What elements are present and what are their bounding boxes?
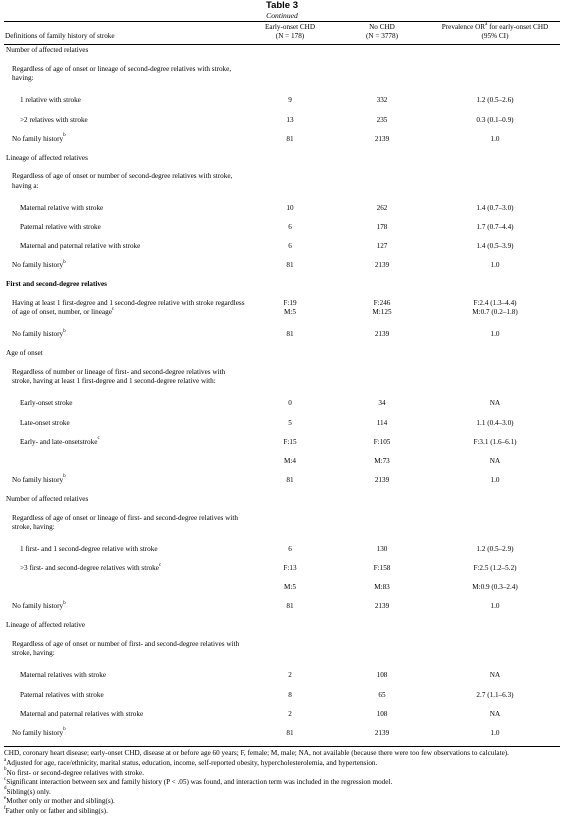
cell-prevalence-or: NA: [489, 456, 501, 465]
row-label: [4, 240, 246, 259]
row-label: [4, 601, 246, 620]
row-label: [4, 544, 246, 563]
header-prevalence-or: [430, 22, 560, 45]
cell-prevalence-or: [430, 620, 560, 639]
cell-prevalence-or: [430, 64, 560, 95]
row-label-text: No family history: [12, 134, 64, 143]
cell-early-onset: 81: [286, 261, 294, 270]
row-label-text: No family history: [12, 728, 64, 737]
cell-early-onset: 81: [286, 134, 294, 143]
footnote-text: Significant interaction between sex and family history (P < .05) was found, and interaction term was included in the regression model.: [6, 778, 393, 787]
row-label: [4, 417, 246, 436]
table-row: [4, 348, 560, 367]
cell-early-onset: 5: [288, 418, 292, 427]
row-label-text: Early-onset stroke: [20, 399, 73, 408]
cell-prevalence-or: [430, 44, 560, 64]
cell-prevalence-or: [430, 279, 560, 298]
cell-no-chd: 2139: [374, 134, 390, 143]
row-label-text: Paternal relatives with stroke: [20, 690, 104, 699]
cell-no-chd: 65: [378, 690, 386, 699]
footnote: [4, 807, 560, 817]
footnote-letter: c: [4, 776, 7, 782]
cell-early-onset: 81: [246, 727, 334, 747]
cell-early-onset: M:5: [284, 583, 296, 592]
cell-early-onset: 2: [288, 671, 292, 680]
row-label-text: No family history: [12, 330, 64, 339]
footnote: [4, 797, 560, 807]
footnote: [4, 769, 560, 779]
cell-early-onset: [246, 639, 334, 670]
row-label-text: No family history: [12, 602, 64, 611]
cell-early-onset: 81: [286, 330, 294, 339]
cell-early-onset: [246, 367, 334, 398]
row-label-text: Maternal and paternal relatives with stroke: [20, 709, 144, 718]
row-label-text: Regardless of age of onset or lineage of second-degree relatives with stroke, having:: [12, 64, 232, 83]
cell-early-onset: M:4: [284, 456, 296, 465]
row-label: [4, 563, 246, 582]
cell-no-chd: 130: [376, 545, 388, 553]
cell-no-chd: 235: [376, 115, 388, 124]
table-row: [4, 202, 560, 221]
table-body: [4, 44, 560, 747]
cell-prevalence-or: 1.4 (0.7–3.0): [476, 203, 514, 212]
table-row: [4, 398, 560, 417]
cell-no-chd: [334, 513, 430, 544]
row-label: [4, 152, 246, 171]
footnote: [4, 778, 560, 788]
cell-no-chd: F:158: [373, 564, 391, 573]
cell-early-onset: F:13: [283, 564, 297, 573]
cell-prevalence-or: F:3.1 (1.6–6.1): [473, 437, 517, 446]
cell-no-chd: F:246 M:125: [372, 298, 392, 317]
cell-prevalence-or: 1.2 (0.5–2.9): [476, 545, 514, 553]
table-row: [4, 221, 560, 240]
cell-no-chd: [334, 620, 430, 639]
cell-no-chd: [334, 348, 430, 367]
cell-prevalence-or: 1.0: [490, 475, 500, 484]
table-row: [4, 493, 560, 512]
cell-prevalence-or: 1.1 (0.4–3.0): [476, 418, 514, 427]
table-row: [4, 582, 560, 601]
table-row: [4, 417, 560, 436]
cell-no-chd: 332: [376, 96, 388, 105]
row-label: [4, 620, 246, 639]
footnote: [4, 788, 560, 798]
cell-early-onset: [246, 620, 334, 639]
cell-early-onset: F:19 M:5: [283, 298, 297, 317]
cell-no-chd: M:73: [374, 456, 390, 465]
row-label: [4, 639, 246, 670]
cell-no-chd: 178: [376, 222, 388, 231]
header-definitions-text: Definitions of family history of stroke: [5, 32, 115, 41]
table-row: [4, 329, 560, 348]
cell-prevalence-or: 0.3 (0.1–0.9): [476, 115, 514, 124]
row-label: [4, 133, 246, 152]
cell-prevalence-or: [430, 493, 560, 512]
cell-prevalence-or: [430, 152, 560, 171]
cell-prevalence-or: [430, 171, 560, 202]
cell-prevalence-or: 1.2 (0.5–2.6): [476, 96, 514, 105]
footnote-text: Mother only or mother and sibling(s).: [6, 797, 115, 806]
footnote-marker: c: [97, 436, 100, 442]
row-label-text: Maternal relatives with stroke: [20, 671, 107, 680]
row-label: [4, 329, 246, 348]
row-label-text: Age of onset: [6, 349, 43, 358]
cell-early-onset: [246, 513, 334, 544]
cell-prevalence-or: 2.7 (1.1–6.3): [476, 690, 514, 699]
cell-early-onset: 0: [288, 399, 292, 408]
footnote-letter: f: [4, 805, 6, 811]
table-row: [4, 544, 560, 563]
table-row: [4, 279, 560, 298]
row-label: [4, 95, 246, 114]
row-label-text: Regardless of age of onset or lineage of first- and second-degree relatives with stroke, having:: [12, 513, 238, 531]
header-no-chd-line1: No CHD: [369, 23, 395, 31]
cell-early-onset: [246, 44, 334, 64]
cell-no-chd: 108: [376, 709, 388, 718]
page: [4, 0, 560, 817]
cell-no-chd: 127: [376, 241, 388, 250]
cell-prevalence-or: 1.0: [490, 134, 500, 143]
cell-early-onset: 6: [288, 545, 292, 553]
cell-prevalence-or: NA: [489, 709, 501, 718]
footnote-text: No first- or second-degree relatives with stroke.: [6, 768, 145, 777]
row-label: [4, 436, 246, 455]
row-label: [4, 367, 246, 398]
row-label: [4, 474, 246, 493]
table-row: [4, 563, 560, 582]
row-label: [4, 398, 246, 417]
cell-no-chd: [334, 171, 430, 202]
table-subtitle: Continued: [266, 11, 298, 20]
cell-prevalence-or: 1.0: [490, 261, 500, 270]
footnote-letter: b: [4, 767, 7, 773]
table-row: [4, 670, 560, 689]
table-row: [4, 95, 560, 114]
footnotes: [4, 749, 560, 816]
header-prevalence-sup: a: [485, 21, 488, 27]
table-row: [4, 171, 560, 202]
table-row: [4, 240, 560, 259]
cell-no-chd: 2139: [374, 602, 390, 611]
row-label: [4, 260, 246, 279]
row-label: [4, 221, 246, 240]
table-row: [4, 152, 560, 171]
row-label-text: Regardless of age of onset or number of second-degree relatives with stroke, having a:: [12, 172, 233, 190]
table-row: [4, 639, 560, 670]
cell-no-chd: [334, 64, 430, 95]
header-early-onset: [246, 22, 334, 45]
header-early-onset-line1: Early-onset CHD: [264, 23, 316, 31]
cell-early-onset: [246, 493, 334, 512]
table-row: [4, 298, 560, 329]
cell-no-chd: F:105: [373, 437, 391, 446]
header-no-chd-line2: (N = 3778): [366, 32, 398, 41]
cell-no-chd: M:83: [374, 583, 390, 592]
table-header: [4, 22, 560, 45]
footnote-marker: c: [158, 562, 162, 568]
cell-prevalence-or: NA: [489, 399, 501, 408]
row-label-text: Having at least 1 first-degree and 1 second-degree relative with stroke regardless of age of onset, number, or lineage: [12, 298, 245, 317]
row-label-text: Lineage of affected relative: [6, 621, 86, 630]
table-row: [4, 689, 560, 708]
table-row: [4, 64, 560, 95]
cell-early-onset: 81: [286, 602, 294, 611]
row-label-text: Regardless of number or lineage of first- and second-degree relatives with stroke, having at least 1 first-degree and 1 second-degree relative with:: [12, 367, 226, 386]
cell-early-onset: 13: [286, 115, 294, 124]
row-label: [4, 171, 246, 202]
table-row: [4, 620, 560, 639]
row-label-text: Late-onset stroke: [20, 418, 70, 427]
table-title: Table 3: [265, 0, 299, 11]
row-label-text: >2 relatives with stroke: [20, 115, 88, 124]
table-row: [4, 474, 560, 493]
cell-no-chd: 2139: [334, 727, 430, 747]
row-label: [4, 727, 246, 747]
header-no-chd: [334, 22, 430, 45]
table-row: [4, 455, 560, 474]
cell-prevalence-or: [430, 639, 560, 670]
footnote-marker: c: [111, 306, 115, 312]
row-label: [4, 493, 246, 512]
footnote-marker: b: [63, 259, 66, 265]
header-prevalence-line1: Prevalence OR: [441, 23, 486, 31]
row-label-text: Maternal and paternal relative with stroke: [20, 241, 141, 250]
cell-early-onset: [246, 279, 334, 298]
cell-no-chd: 2139: [374, 475, 390, 484]
table-row: [4, 436, 560, 455]
table-row: [4, 44, 560, 64]
table-row: [4, 513, 560, 544]
row-label: [4, 348, 246, 367]
header-early-onset-line2: (N = 178): [275, 32, 305, 41]
row-label: [4, 513, 246, 544]
cell-prevalence-or: 1.4 (0.5–3.9): [476, 241, 514, 250]
row-label-text: Number of affected relatives: [6, 46, 89, 55]
cell-no-chd: 34: [378, 399, 386, 408]
data-table: [4, 21, 560, 747]
footnote-marker: b: [63, 727, 66, 733]
row-label: [4, 202, 246, 221]
footnote-text: CHD, coronary heart disease; early-onset CHD, disease at or before age 60 years; F, female; M, male; NA, not available (because there were too few observations to calculate).: [4, 749, 509, 758]
cell-early-onset: 6: [288, 222, 292, 231]
row-label: [4, 298, 246, 329]
cell-no-chd: [334, 279, 430, 298]
header-prevalence-line2: (95% CI): [481, 32, 509, 41]
row-label: [4, 689, 246, 708]
header-definitions: [4, 22, 246, 45]
cell-prevalence-or: [430, 348, 560, 367]
cell-no-chd: 114: [376, 418, 388, 427]
footnote: [4, 749, 560, 759]
table-row: [4, 367, 560, 398]
cell-prevalence-or: F:2.5 (1.2–5.2): [473, 564, 517, 573]
row-label-text: Paternal relative with stroke: [20, 222, 101, 231]
cell-no-chd: [334, 44, 430, 64]
cell-prevalence-or: [430, 367, 560, 398]
row-label: [4, 582, 246, 601]
row-label-text: Maternal relative with stroke: [20, 203, 104, 212]
row-label: [4, 64, 246, 95]
cell-prevalence-or: 1.0: [490, 602, 500, 611]
cell-prevalence-or: M:0.9 (0.3–2.4): [472, 583, 518, 592]
row-label-text: >3 first- and second-degree relatives with stroke: [20, 564, 159, 573]
table-row: [4, 727, 560, 747]
footnote-marker: b: [63, 600, 66, 606]
cell-no-chd: 262: [376, 203, 388, 212]
footnote-letter: a: [4, 757, 7, 763]
cell-no-chd: 2139: [374, 261, 390, 270]
footnote-text: Adjusted for age, race/ethnicity, marital status, education, income, self-reported obesity, hypercholesterolemia, and hypertension.: [6, 758, 378, 767]
row-label-text: Regardless of age of onset or number of first- and second-degree relatives with stroke, having:: [12, 639, 240, 658]
footnote-letter: e: [4, 795, 7, 801]
row-label: [4, 114, 246, 133]
footnote-marker: b: [63, 328, 66, 334]
row-label: [4, 44, 246, 64]
footnote-text: Father only or father and sibling(s).: [5, 806, 108, 815]
cell-no-chd: 2139: [374, 330, 390, 339]
footnote-marker: b: [63, 474, 66, 480]
table-row: [4, 601, 560, 620]
footnote: [4, 759, 560, 769]
cell-prevalence-or: 1.7 (0.7–4.4): [476, 222, 514, 231]
row-label: [4, 455, 246, 474]
cell-early-onset: [246, 64, 334, 95]
row-label: [4, 670, 246, 689]
row-label-text: Number of affected relatives: [6, 494, 89, 503]
cell-early-onset: [246, 171, 334, 202]
row-label-text: No family history: [12, 261, 64, 270]
row-label-text: 1 first- and 1 second-degree relative with stroke: [20, 545, 158, 553]
cell-no-chd: [334, 152, 430, 171]
cell-early-onset: [246, 152, 334, 171]
cell-early-onset: F:15: [283, 437, 297, 446]
cell-no-chd: [334, 639, 430, 670]
header-prevalence-line1b: for early-onset CHD: [487, 23, 549, 31]
cell-early-onset: 9: [288, 96, 292, 105]
cell-early-onset: 2: [288, 709, 292, 718]
cell-prevalence-or: NA: [489, 671, 501, 680]
row-label-text: Lineage of affected relatives: [6, 153, 88, 162]
row-label-text: First and second-degree relatives: [6, 280, 107, 289]
cell-prevalence-or: 1.0: [490, 330, 500, 339]
table-row: [4, 114, 560, 133]
cell-early-onset: 6: [288, 241, 292, 250]
cell-prevalence-or: [430, 513, 560, 544]
cell-prevalence-or: 1.0: [430, 727, 560, 747]
row-label-text: 1 relative with stroke: [20, 96, 81, 105]
cell-early-onset: 81: [286, 475, 294, 484]
row-label: [4, 279, 246, 298]
cell-early-onset: 10: [286, 203, 294, 212]
cell-early-onset: 8: [288, 690, 292, 699]
footnote-text: Sibling(s) only.: [6, 787, 51, 796]
row-label-text: No family history: [12, 475, 64, 484]
cell-no-chd: 108: [376, 671, 388, 680]
footnote-letter: d: [4, 786, 7, 792]
table-row: [4, 133, 560, 152]
row-label-text: Early- and late-onsetstroke: [20, 437, 98, 446]
footnote-marker: b: [63, 133, 66, 139]
table-row: [4, 260, 560, 279]
cell-early-onset: [246, 348, 334, 367]
cell-no-chd: [334, 367, 430, 398]
cell-prevalence-or: F:2.4 (1.3–4.4) M:0.7 (0.2–1.8): [472, 298, 518, 317]
cell-no-chd: [334, 493, 430, 512]
